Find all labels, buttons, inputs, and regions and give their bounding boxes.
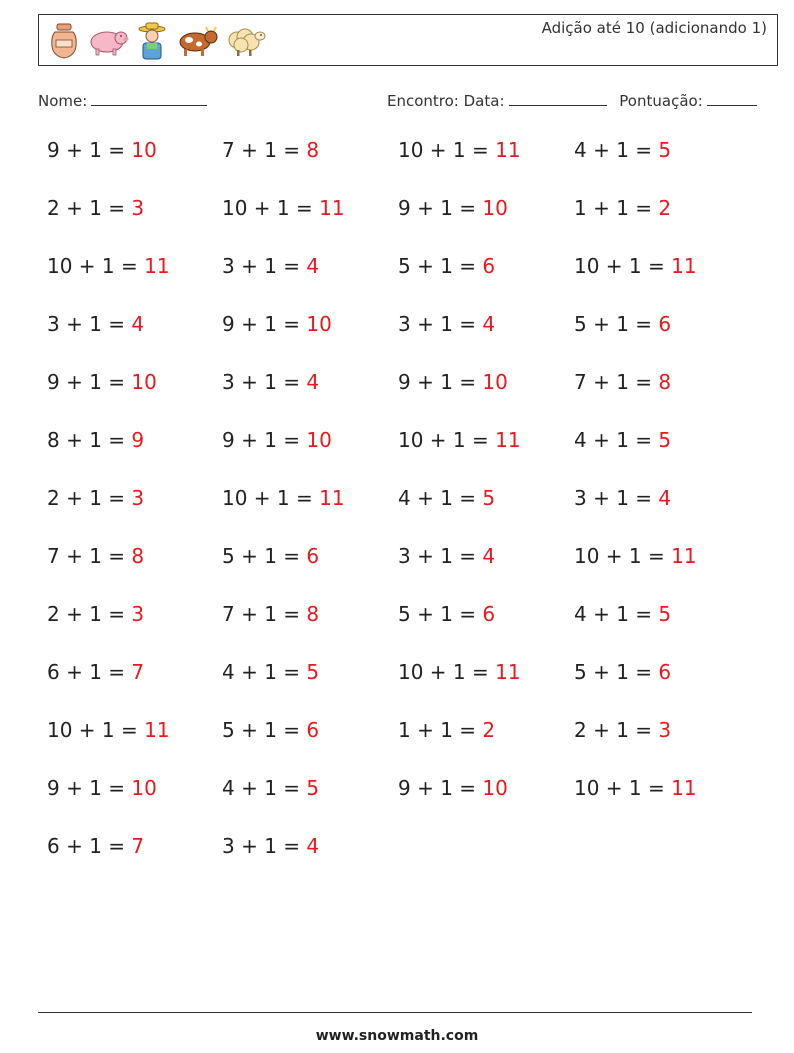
problem-item (222, 138, 319, 162)
footer-site: www.snowmath.com (315, 1028, 479, 1044)
problem-answer: 11 (671, 776, 697, 800)
problem-item (222, 196, 345, 220)
problem-question: 7 + 1 = (47, 544, 126, 568)
problem-question: 4 + 1 = (222, 776, 301, 800)
problem-question: 5 + 1 = (222, 718, 301, 742)
problem-question: 10 + 1 = (574, 776, 665, 800)
problem-question: 10 + 1 = (222, 196, 313, 220)
date-blank[interactable] (509, 104, 607, 106)
problem-item (574, 602, 671, 626)
problem-item (47, 660, 144, 684)
problem-question: 4 + 1 = (574, 602, 653, 626)
problem-answer: 11 (319, 486, 345, 510)
problem-item (398, 486, 495, 510)
problem-question: 5 + 1 = (574, 312, 653, 336)
problem-item (47, 486, 144, 510)
problem-item (222, 660, 319, 684)
problem-answer: 10 (306, 428, 332, 452)
meeting-date-label: Encontro: Data: (387, 92, 505, 110)
problem-answer: 6 (306, 718, 320, 742)
problem-answer: 3 (658, 718, 672, 742)
problem-item (574, 486, 671, 510)
problem-answer: 9 (131, 428, 145, 452)
problem-item (47, 196, 144, 220)
header-box (38, 14, 778, 66)
problem-answer: 4 (482, 544, 496, 568)
problem-question: 3 + 1 = (222, 834, 301, 858)
problem-question: 7 + 1 = (222, 602, 301, 626)
problem-answer: 7 (131, 660, 145, 684)
name-field (38, 92, 207, 110)
problem-answer: 4 (131, 312, 145, 336)
problem-item (574, 196, 671, 220)
problem-question: 9 + 1 = (398, 370, 477, 394)
score-label: Pontuação: (619, 92, 703, 110)
problem-item (222, 602, 319, 626)
problem-row (47, 254, 767, 312)
problem-answer: 8 (658, 370, 672, 394)
problem-row (47, 776, 767, 834)
problem-item (47, 138, 157, 162)
problem-answer: 10 (482, 776, 508, 800)
problem-item (574, 138, 671, 162)
pig-icon (87, 26, 129, 56)
problem-answer: 3 (131, 602, 145, 626)
problem-item (222, 486, 345, 510)
problem-item (398, 776, 508, 800)
problem-row (47, 602, 767, 660)
problem-question: 8 + 1 = (47, 428, 126, 452)
problem-question: 6 + 1 = (47, 834, 126, 858)
problem-question: 2 + 1 = (574, 718, 653, 742)
problem-answer: 6 (658, 312, 672, 336)
problem-item (398, 196, 508, 220)
problem-question: 3 + 1 = (398, 312, 477, 336)
problem-answer: 6 (306, 544, 320, 568)
problem-question: 9 + 1 = (47, 370, 126, 394)
problem-answer: 4 (482, 312, 496, 336)
problem-question: 3 + 1 = (222, 254, 301, 278)
problem-answer: 10 (306, 312, 332, 336)
problem-item (574, 312, 671, 336)
problem-question: 9 + 1 = (47, 776, 126, 800)
problem-row (47, 660, 767, 718)
problem-answer: 3 (131, 486, 145, 510)
sheep-icon (225, 25, 267, 57)
score-blank[interactable] (707, 104, 757, 106)
problem-item (222, 312, 332, 336)
problem-question: 7 + 1 = (574, 370, 653, 394)
problem-item (574, 718, 671, 742)
problem-answer: 2 (658, 196, 672, 220)
problem-question: 5 + 1 = (398, 254, 477, 278)
problem-question: 10 + 1 = (47, 718, 138, 742)
problem-item (47, 718, 170, 742)
problem-answer: 11 (144, 718, 170, 742)
problem-question: 3 + 1 = (574, 486, 653, 510)
problem-question: 7 + 1 = (222, 138, 301, 162)
problem-answer: 8 (306, 138, 320, 162)
problem-question: 10 + 1 = (222, 486, 313, 510)
problem-row (47, 138, 767, 196)
problem-item (47, 834, 144, 858)
problem-question: 10 + 1 = (398, 660, 489, 684)
problem-answer: 7 (131, 834, 145, 858)
problem-item (398, 138, 521, 162)
problem-question: 9 + 1 = (398, 776, 477, 800)
problem-item (574, 370, 671, 394)
problem-item (47, 776, 157, 800)
problem-item (398, 660, 521, 684)
problem-answer: 6 (658, 660, 672, 684)
problem-question: 9 + 1 = (398, 196, 477, 220)
problem-item (574, 254, 697, 278)
problem-answer: 10 (131, 138, 157, 162)
problem-answer: 11 (495, 660, 521, 684)
problem-question: 3 + 1 = (398, 544, 477, 568)
problem-item (222, 834, 319, 858)
problem-question: 10 + 1 = (47, 254, 138, 278)
problem-answer: 6 (482, 602, 496, 626)
problem-answer: 11 (671, 544, 697, 568)
problem-item (222, 776, 319, 800)
problem-item (574, 776, 697, 800)
problem-answer: 3 (131, 196, 145, 220)
problem-answer: 2 (482, 718, 496, 742)
problem-question: 2 + 1 = (47, 486, 126, 510)
problem-answer: 5 (658, 138, 672, 162)
problem-answer: 11 (144, 254, 170, 278)
name-label: Nome: (38, 92, 88, 110)
problem-row (47, 486, 767, 544)
problem-row (47, 428, 767, 486)
problem-answer: 4 (306, 834, 320, 858)
problem-answer: 6 (482, 254, 496, 278)
problem-item (222, 254, 319, 278)
problem-question: 1 + 1 = (574, 196, 653, 220)
problem-item (47, 428, 144, 452)
problem-row (47, 196, 767, 254)
problem-answer: 11 (671, 254, 697, 278)
problem-question: 4 + 1 = (222, 660, 301, 684)
footer-divider (38, 1012, 752, 1013)
problem-answer: 8 (306, 602, 320, 626)
problem-row (47, 834, 767, 892)
problem-question: 1 + 1 = (398, 718, 477, 742)
problem-row (47, 370, 767, 428)
problem-question: 3 + 1 = (222, 370, 301, 394)
problem-question: 2 + 1 = (47, 602, 126, 626)
meeting-score-field (387, 92, 757, 110)
problem-question: 5 + 1 = (222, 544, 301, 568)
problem-question: 4 + 1 = (398, 486, 477, 510)
problem-answer: 4 (306, 370, 320, 394)
problem-answer: 5 (482, 486, 496, 510)
problem-item (47, 544, 144, 568)
problem-answer: 5 (306, 776, 320, 800)
problem-item (222, 718, 319, 742)
problem-question: 9 + 1 = (222, 428, 301, 452)
problem-question: 5 + 1 = (398, 602, 477, 626)
problem-answer: 5 (658, 428, 672, 452)
problem-answer: 10 (131, 370, 157, 394)
problem-question: 9 + 1 = (222, 312, 301, 336)
header-icons (47, 21, 267, 61)
problem-row (47, 544, 767, 602)
problem-item (47, 602, 144, 626)
problem-question: 10 + 1 = (398, 428, 489, 452)
problem-answer: 11 (319, 196, 345, 220)
problem-item (574, 428, 671, 452)
problem-item (398, 718, 495, 742)
problem-question: 5 + 1 = (574, 660, 653, 684)
problem-item (47, 370, 157, 394)
name-blank[interactable] (91, 104, 207, 106)
problem-question: 4 + 1 = (574, 428, 653, 452)
problem-item (222, 428, 332, 452)
cow-icon (175, 25, 219, 57)
problem-question: 3 + 1 = (47, 312, 126, 336)
problem-answer: 10 (482, 370, 508, 394)
problem-answer: 10 (482, 196, 508, 220)
problem-item (398, 544, 495, 568)
problem-answer: 5 (306, 660, 320, 684)
problem-item (398, 428, 521, 452)
problem-question: 2 + 1 = (47, 196, 126, 220)
problem-question: 9 + 1 = (47, 138, 126, 162)
problem-row (47, 312, 767, 370)
problem-answer: 4 (658, 486, 672, 510)
problem-item (398, 602, 495, 626)
problem-question: 10 + 1 = (398, 138, 489, 162)
problem-item (398, 312, 495, 336)
problem-answer: 4 (306, 254, 320, 278)
problem-item (398, 254, 495, 278)
worksheet-title: Adição até 10 (adicionando 1) (541, 19, 767, 37)
milk-jug-icon (47, 22, 81, 60)
problem-answer: 11 (495, 138, 521, 162)
problem-question: 10 + 1 = (574, 544, 665, 568)
problem-item (222, 370, 319, 394)
problem-item (574, 544, 697, 568)
problem-item (47, 254, 170, 278)
problem-answer: 11 (495, 428, 521, 452)
problem-item (47, 312, 144, 336)
problem-answer: 10 (131, 776, 157, 800)
problem-answer: 5 (658, 602, 672, 626)
problem-item (574, 660, 671, 684)
problem-question: 6 + 1 = (47, 660, 126, 684)
problem-row (47, 718, 767, 776)
problem-question: 10 + 1 = (574, 254, 665, 278)
problem-item (222, 544, 319, 568)
farmer-icon (135, 21, 169, 61)
problem-question: 4 + 1 = (574, 138, 653, 162)
problem-item (398, 370, 508, 394)
problem-answer: 8 (131, 544, 145, 568)
